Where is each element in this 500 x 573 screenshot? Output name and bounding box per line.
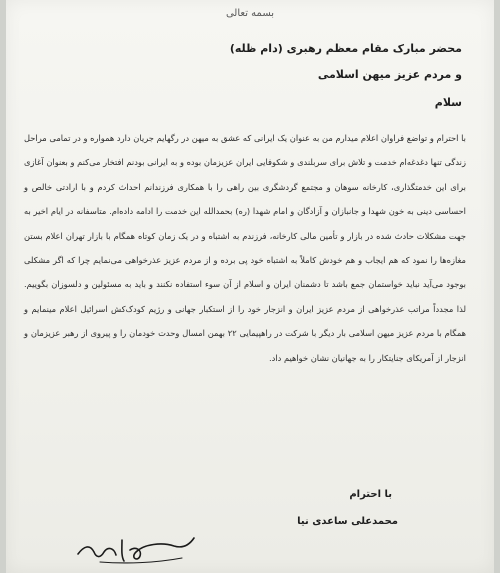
letter-address-leader: محضر مبارک مقام معظم رهبری (دام ظله) (229, 42, 462, 55)
handwritten-signature (70, 528, 200, 568)
letter-address-nation: و مردم عزیز میهن اسلامی (317, 68, 462, 81)
letter-heading: بسمه تعالی (225, 8, 275, 19)
letter-signer-name: محمدعلی ساعدی نیا (297, 516, 398, 527)
letter-body: با احترام و تواضع فراوان اعلام میدارم من به عنوان یک ایرانی که عشق به میهن در رگهایم جریان دارد همواره و در تمامی مراحل زندگی تنها دغدغه‌ام خدمت و تلاش برای سربلندی و شکوفایی ایران عزیزمان بوده و به ایرانی بودنم افتخار می‌کنم و بعنوان آغازی برای این خدمتگذاری، کارخانه سوهان و مجتمع گردشگری بین راهی را با همکاری فرزندانم احداث کردم و با ارادتی خالص و احساسی دینی به خون شهدا و جانبازان و آزادگان و امام شهدا (ره) بحمدالله این خدمت را ادامه داده‌ام. متاسفانه در ایام اخیر به جهت مشکلات حادث شده در بازار و تأمین مالی کارخانه، فرزندم به اشتباه و در یک زمان کوتاه همگام با بازار تهران اعلام بستن مغازه‌ها را نمود که هم ایجاب و هم خودش کاملاً به اشتباه خود پی برده و از مردم عزیز عذرخواهی می‌نمایم چرا که اگر مشکلی بوجود می‌آید نباید خواستمان جمع باشد تا دشمنان ایران و اسلام از آن سوء استفاده نکنند و باید به مسئولین و دلسوزان بگوییم. لذا مجدداً مراتب عذرخواهی از مردم عزیز ایران و انزجار خود را از استکبار جهانی و رژیم کودک‌کش اسرائیل اعلام مینمایم و همگام با مردم عزیز میهن اسلامی بار دیگر با شرکت در راهپیمایی ۲۲ بهمن امسال وحدت خودمان را و پیروی از رهبر عزیزمان و انزجار از آمریکای جنایتکار را به جهانیان نشان خواهیم داد. (24, 133, 466, 363)
letter-salutation: سلام (434, 96, 462, 109)
letter-closing: با احترام (349, 489, 392, 500)
